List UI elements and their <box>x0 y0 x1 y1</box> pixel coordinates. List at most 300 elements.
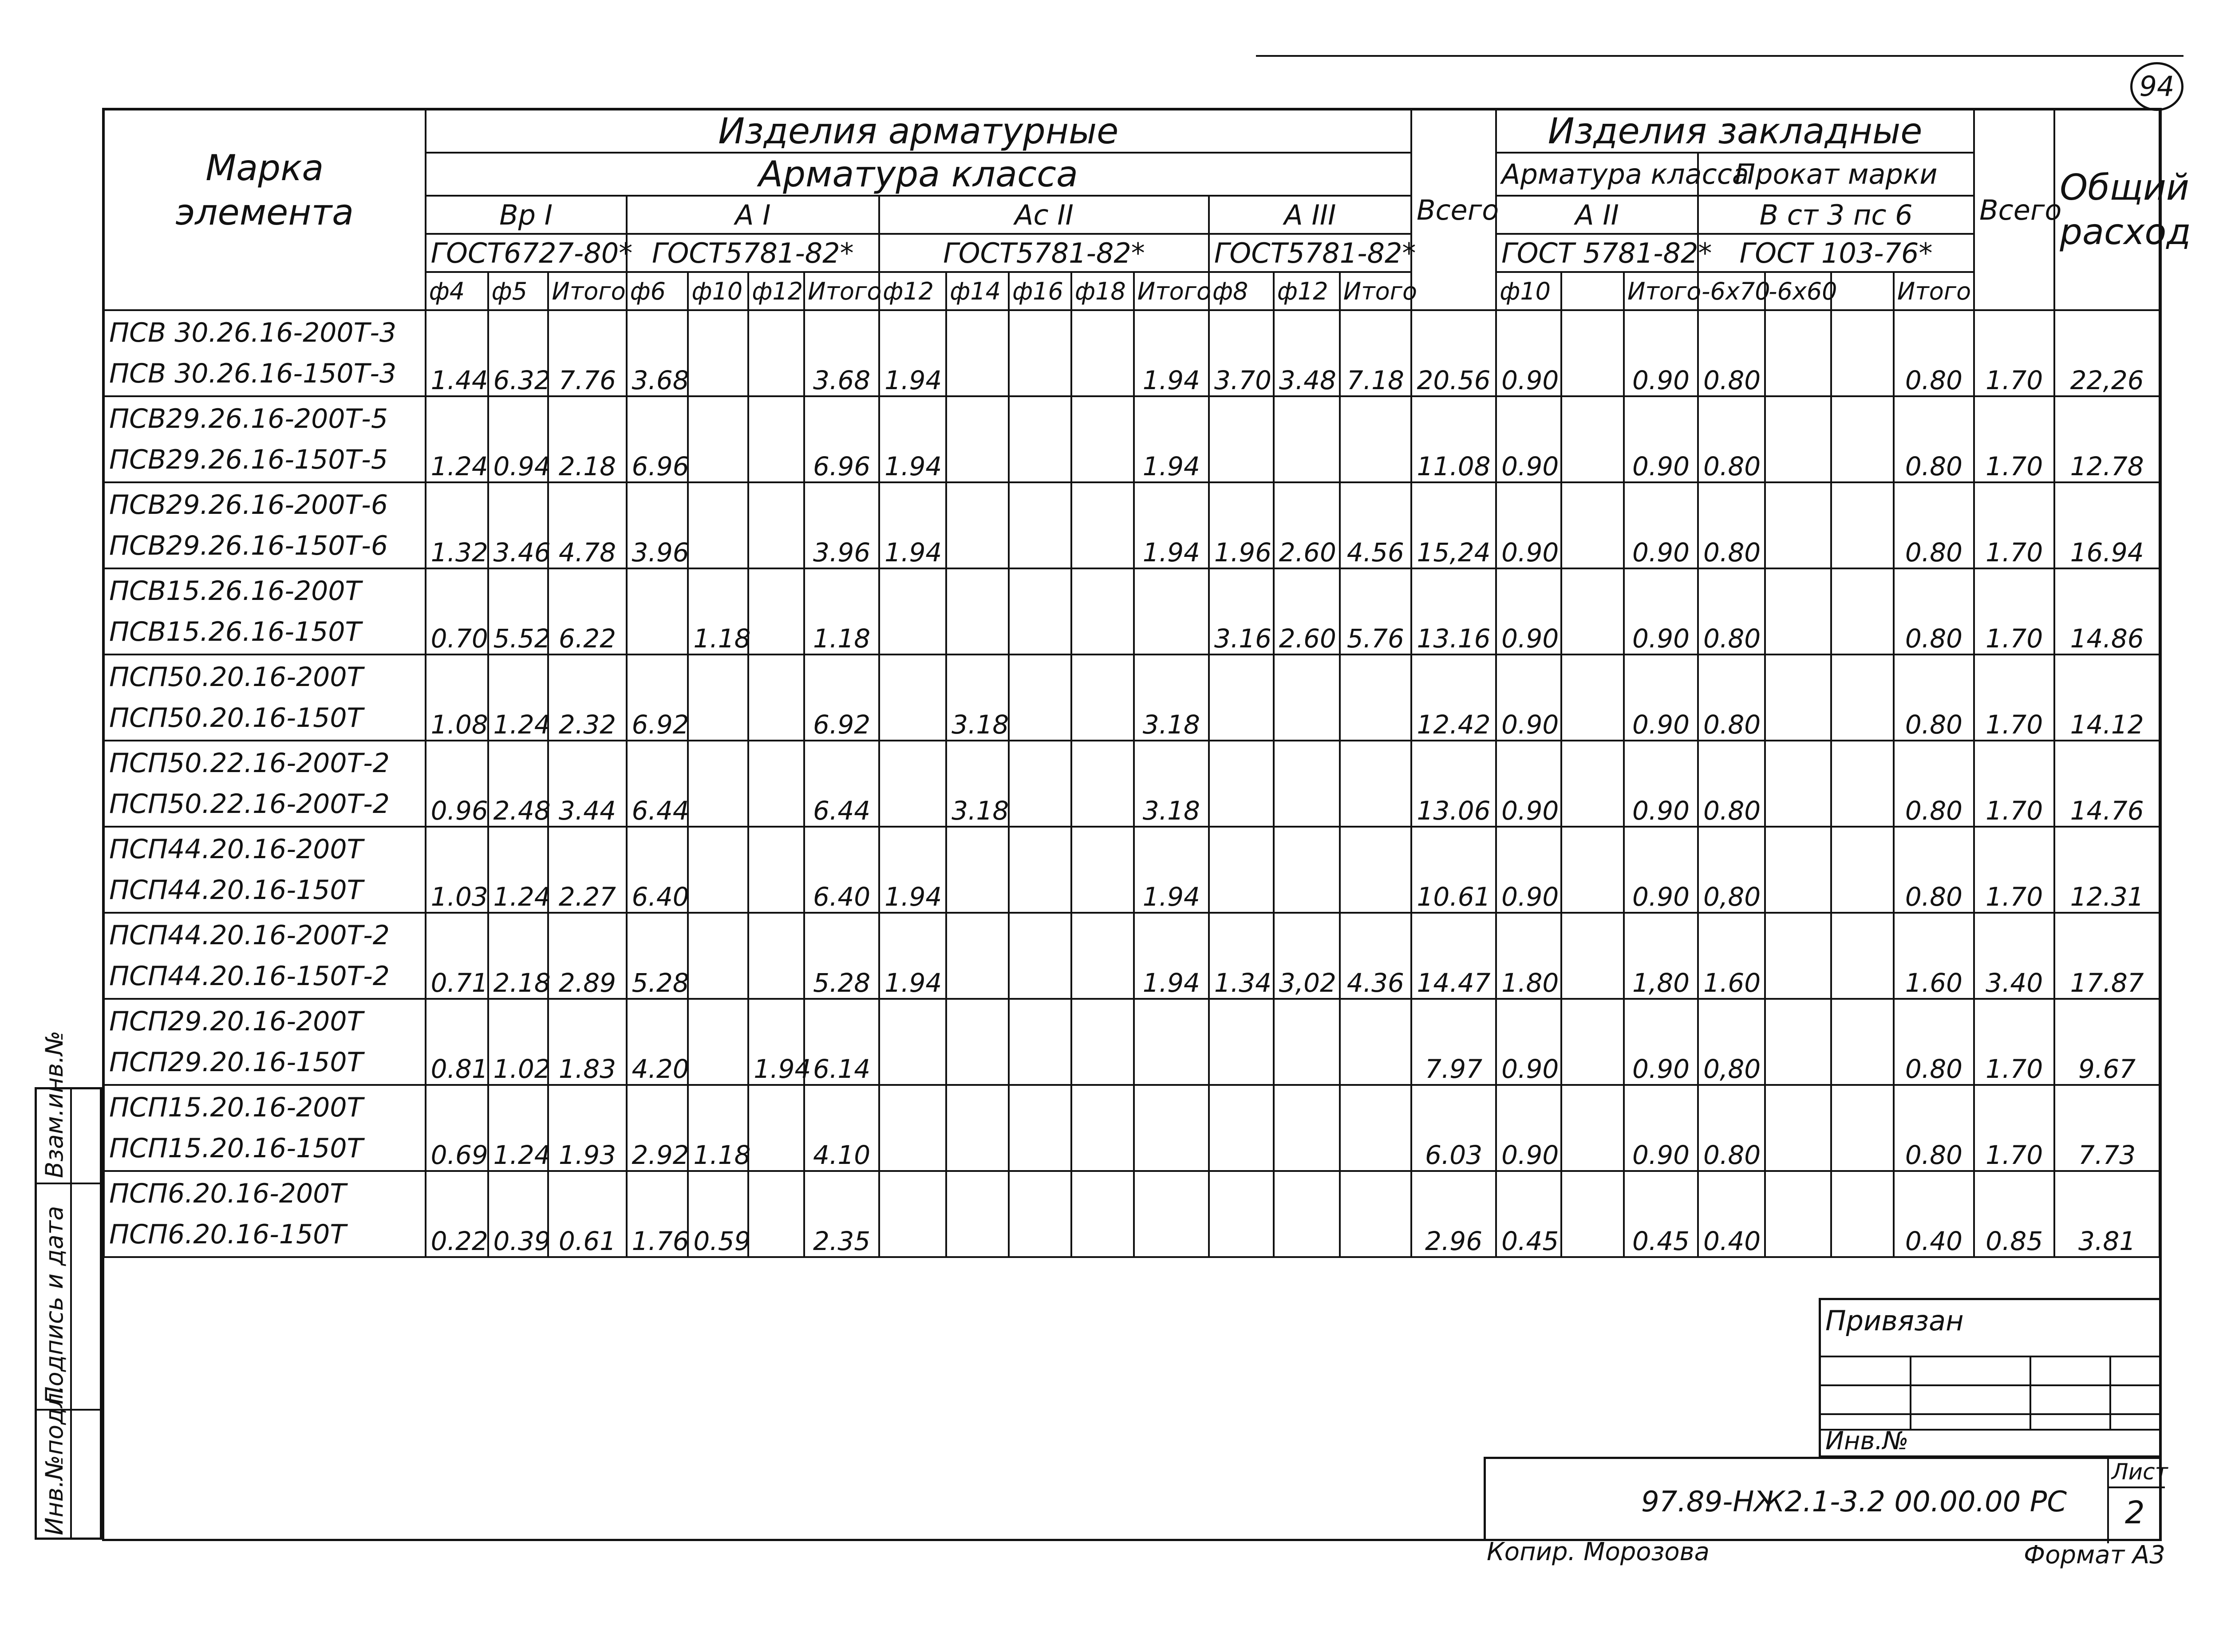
value-cell: 17.87 <box>2054 913 2160 999</box>
value-cell: 2.89 <box>548 913 626 999</box>
gost-a1: ГОСТ5781-82* <box>627 234 880 272</box>
diameter-header: -6х60 <box>1765 272 1831 310</box>
table-row <box>104 1085 2160 1171</box>
value-cell: 1.94 <box>1134 913 1209 999</box>
value-cell: 5.76 <box>1340 568 1411 654</box>
value-cell <box>1009 654 1071 741</box>
value-cell: 1.70 <box>1974 310 2054 396</box>
value-cell <box>1209 741 1274 827</box>
value-cell: 1.93 <box>548 1085 626 1171</box>
value-cell <box>1071 482 1134 568</box>
value-cell: 4.10 <box>804 1085 879 1171</box>
gost-vr1: ГОСТ6727-80* <box>426 234 627 272</box>
value-cell: 0.80 <box>1894 999 1974 1085</box>
value-cell: 3.96 <box>804 482 879 568</box>
embed-steel-grade: В ст 3 пс 6 <box>1698 196 1974 234</box>
element-mark: ПСП44.20.16-200Т-2 <box>109 920 390 951</box>
value-cell: 6.92 <box>804 654 879 741</box>
table-row <box>104 827 2160 913</box>
value-cell <box>946 1171 1009 1257</box>
value-cell <box>1071 827 1134 913</box>
value-cell <box>1831 482 1894 568</box>
value-cell: 0.80 <box>1894 396 1974 482</box>
value-cell <box>1009 396 1071 482</box>
value-cell: 0.90 <box>1624 568 1698 654</box>
sheet-label: Лист <box>2112 1459 2168 1485</box>
value-cell: 0.90 <box>1624 396 1698 482</box>
value-cell: 6.03 <box>1411 1085 1496 1171</box>
embed-gost-a2: ГОСТ 5781-82* <box>1496 234 1698 272</box>
value-cell <box>1071 568 1134 654</box>
value-cell <box>1134 1085 1209 1171</box>
value-cell: 1.94 <box>879 396 946 482</box>
value-cell: 6.40 <box>627 827 688 913</box>
value-cell: 4.56 <box>1340 482 1411 568</box>
document-code: 97.89-НЖ2.1-3.2 00.00.00 РС <box>1641 1486 2067 1518</box>
value-cell <box>1009 482 1071 568</box>
value-cell <box>1340 1085 1411 1171</box>
value-cell <box>1009 568 1071 654</box>
value-cell: 2.60 <box>1274 568 1340 654</box>
value-cell: 22,26 <box>2054 310 2160 396</box>
value-cell: 12.42 <box>1411 654 1496 741</box>
value-cell <box>1009 913 1071 999</box>
diameter-header <box>1831 272 1894 310</box>
value-cell: 1.94 <box>1134 482 1209 568</box>
element-mark: ПСВ 30.26.16-200Т-3 <box>109 317 397 348</box>
value-cell <box>1071 913 1134 999</box>
value-cell: 1.24 <box>426 396 488 482</box>
value-cell <box>1071 1085 1134 1171</box>
value-cell <box>748 741 804 827</box>
diameter-header: Итого <box>1340 272 1411 310</box>
table-row <box>104 1171 2160 1257</box>
diameter-header: Итого <box>1134 272 1209 310</box>
value-cell <box>1274 999 1340 1085</box>
value-cell: 2.35 <box>804 1171 879 1257</box>
value-cell: 1.94 <box>879 913 946 999</box>
value-cell: 0.39 <box>488 1171 549 1257</box>
value-cell: 0.80 <box>1894 310 1974 396</box>
value-cell: 2.18 <box>548 396 626 482</box>
value-cell: 1.08 <box>426 654 488 741</box>
stamp-line-1 <box>1821 1356 2159 1357</box>
value-cell: 0.80 <box>1698 310 1765 396</box>
table-row <box>104 999 2160 1085</box>
top-border-line <box>1256 55 2183 57</box>
value-cell: 5.28 <box>804 913 879 999</box>
value-cell <box>946 1085 1009 1171</box>
value-cell <box>748 482 804 568</box>
element-mark: ПСП50.22.16-200Т-2 <box>109 789 390 820</box>
element-mark: ПСП6.20.16-200Т <box>109 1178 346 1209</box>
value-cell <box>1274 654 1340 741</box>
value-cell: 1.94 <box>1134 396 1209 482</box>
value-cell: 0.69 <box>426 1085 488 1171</box>
element-mark-cell <box>104 827 426 913</box>
value-cell: 3.40 <box>1974 913 2054 999</box>
value-cell <box>1561 310 1624 396</box>
value-cell: 0.80 <box>1894 568 1974 654</box>
element-mark: ПСП50.20.16-150Т <box>109 702 363 733</box>
value-cell <box>1831 741 1894 827</box>
sidebar-line-1 <box>37 1183 100 1184</box>
diameter-header: ф12 <box>879 272 946 310</box>
element-mark: ПСП44.20.16-150Т <box>109 875 363 906</box>
table-row <box>104 482 2160 568</box>
value-cell: 2.96 <box>1411 1171 1496 1257</box>
linked-stamp <box>1819 1298 2161 1458</box>
value-cell <box>627 568 688 654</box>
value-cell: 0.90 <box>1496 654 1561 741</box>
value-cell <box>1071 396 1134 482</box>
linked-label: Привязан <box>1825 1305 1964 1337</box>
sidebar-replace-inv: Взам.инв.№ <box>40 1030 68 1178</box>
value-cell <box>1209 1171 1274 1257</box>
value-cell: 1.70 <box>1974 482 2054 568</box>
value-cell <box>1209 827 1274 913</box>
value-cell: 0.90 <box>1624 741 1698 827</box>
value-cell: 1.34 <box>1209 913 1274 999</box>
element-mark-cell <box>104 999 426 1085</box>
value-cell: 10.61 <box>1411 827 1496 913</box>
value-cell: 0.90 <box>1624 482 1698 568</box>
table-row <box>104 310 2160 396</box>
table-body <box>104 310 2160 1257</box>
value-cell <box>688 396 748 482</box>
diameter-header: ф18 <box>1071 272 1134 310</box>
value-cell: 1.94 <box>1134 827 1209 913</box>
value-cell: 0.90 <box>1496 741 1561 827</box>
value-cell: 0.90 <box>1624 827 1698 913</box>
value-cell <box>688 999 748 1085</box>
value-cell: 6.44 <box>627 741 688 827</box>
value-cell: 6.22 <box>548 568 626 654</box>
value-cell: 0.70 <box>426 568 488 654</box>
value-cell <box>748 568 804 654</box>
element-mark: ПСП44.20.16-200Т <box>109 834 363 865</box>
value-cell: 1.70 <box>1974 1085 2054 1171</box>
element-mark: ПСВ29.26.16-200Т-5 <box>109 403 388 434</box>
value-cell <box>1274 741 1340 827</box>
value-cell <box>1561 741 1624 827</box>
title-block-sheet-line <box>2107 1486 2165 1488</box>
value-cell: 0.80 <box>1698 741 1765 827</box>
value-cell <box>1009 310 1071 396</box>
element-mark-cell <box>104 482 426 568</box>
value-cell <box>1561 654 1624 741</box>
value-cell <box>688 654 748 741</box>
value-cell: 11.08 <box>1411 396 1496 482</box>
value-cell: 0.61 <box>548 1171 626 1257</box>
value-cell <box>1765 913 1831 999</box>
embed-rolled-header: Прокат марки <box>1698 153 1974 196</box>
total-overall-header: Общий расход <box>2054 110 2160 310</box>
value-cell: 4.36 <box>1340 913 1411 999</box>
value-cell <box>1831 827 1894 913</box>
value-cell: 2.18 <box>488 913 549 999</box>
value-cell <box>748 1171 804 1257</box>
value-cell <box>1134 1171 1209 1257</box>
value-cell <box>1209 654 1274 741</box>
stamp-vline-1 <box>1910 1356 1911 1429</box>
value-cell <box>1340 396 1411 482</box>
value-cell <box>748 827 804 913</box>
value-cell <box>1209 1085 1274 1171</box>
value-cell: 1.96 <box>1209 482 1274 568</box>
element-mark: ПСВ29.26.16-150Т-5 <box>109 444 388 475</box>
value-cell: 0.80 <box>1894 1085 1974 1171</box>
value-cell: 3.18 <box>946 654 1009 741</box>
value-cell: 0.90 <box>1496 568 1561 654</box>
value-cell: 6.32 <box>488 310 549 396</box>
embed-class-a2: А II <box>1496 196 1698 234</box>
value-cell: 0.80 <box>1698 654 1765 741</box>
value-cell: 1.18 <box>688 568 748 654</box>
class-a3: А III <box>1209 196 1411 234</box>
value-cell <box>688 741 748 827</box>
value-cell: 1.94 <box>1134 310 1209 396</box>
gost-ac2: ГОСТ5781-82* <box>879 234 1209 272</box>
group-reinforcement: Изделия арматурные <box>426 110 1411 153</box>
value-cell <box>879 1085 946 1171</box>
value-cell: 15,24 <box>1411 482 1496 568</box>
table-row <box>104 741 2160 827</box>
value-cell: 3.18 <box>1134 654 1209 741</box>
element-mark-cell <box>104 913 426 999</box>
value-cell: 0.80 <box>1894 827 1974 913</box>
value-cell: 0.80 <box>1894 741 1974 827</box>
value-cell <box>1340 741 1411 827</box>
element-mark-cell <box>104 568 426 654</box>
value-cell: 6.14 <box>804 999 879 1085</box>
value-cell <box>1831 310 1894 396</box>
value-cell: 0.80 <box>1894 654 1974 741</box>
value-cell <box>1561 913 1624 999</box>
value-cell <box>1009 1171 1071 1257</box>
value-cell <box>1561 999 1624 1085</box>
element-mark: ПСП29.20.16-150Т <box>109 1047 363 1078</box>
element-mark: ПСП29.20.16-200Т <box>109 1006 363 1037</box>
value-cell: 1.70 <box>1974 396 2054 482</box>
total-reinforcement-header: Всего <box>1411 110 1496 310</box>
value-cell <box>879 568 946 654</box>
diameter-header: ф12 <box>748 272 804 310</box>
value-cell: 3.18 <box>1134 741 1209 827</box>
value-cell <box>1561 827 1624 913</box>
value-cell <box>1831 1171 1894 1257</box>
value-cell <box>1009 827 1071 913</box>
value-cell <box>1831 654 1894 741</box>
value-cell: 5.28 <box>627 913 688 999</box>
value-cell: 13.16 <box>1411 568 1496 654</box>
page-number: 94 <box>2130 62 2183 111</box>
value-cell: 3.18 <box>946 741 1009 827</box>
value-cell: 2.32 <box>548 654 626 741</box>
value-cell <box>1009 1085 1071 1171</box>
value-cell <box>688 913 748 999</box>
element-mark: ПСП15.20.16-150Т <box>109 1133 363 1164</box>
value-cell: 1.60 <box>1698 913 1765 999</box>
value-cell <box>1765 741 1831 827</box>
specification-table <box>103 109 2191 1258</box>
table-row <box>104 396 2160 482</box>
paper-format: Формат А3 <box>2024 1541 2165 1569</box>
value-cell <box>1209 396 1274 482</box>
value-cell: 0.90 <box>1496 999 1561 1085</box>
value-cell <box>1831 568 1894 654</box>
inventory-sidebar <box>35 1030 102 1540</box>
diameter-header: ф4 <box>426 272 488 310</box>
value-cell: 2.60 <box>1274 482 1340 568</box>
value-cell <box>1274 1085 1340 1171</box>
value-cell: 3.68 <box>627 310 688 396</box>
value-cell: 0.90 <box>1496 1085 1561 1171</box>
value-cell: 2.92 <box>627 1085 688 1171</box>
value-cell <box>1561 1085 1624 1171</box>
value-cell: 0.90 <box>1624 654 1698 741</box>
value-cell <box>946 310 1009 396</box>
value-cell <box>1009 999 1071 1085</box>
group-embedded: Изделия закладные <box>1496 110 1974 153</box>
value-cell: 0.90 <box>1624 1085 1698 1171</box>
value-cell <box>1274 827 1340 913</box>
diameter-header: Итого <box>1894 272 1974 310</box>
embed-reinf-class-header: Арматура класса <box>1496 153 1698 196</box>
value-cell <box>879 999 946 1085</box>
element-mark: ПСП6.20.16-150Т <box>109 1219 346 1250</box>
value-cell <box>1765 654 1831 741</box>
element-mark: ПСП44.20.16-150Т-2 <box>109 961 390 992</box>
value-cell <box>1765 482 1831 568</box>
value-cell <box>748 310 804 396</box>
embed-gost-steel: ГОСТ 103-76* <box>1698 234 1974 272</box>
value-cell <box>1071 1171 1134 1257</box>
diameter-header: ф8 <box>1209 272 1274 310</box>
value-cell: 16.94 <box>2054 482 2160 568</box>
value-cell: 0.90 <box>1496 396 1561 482</box>
value-cell: 1.80 <box>1496 913 1561 999</box>
value-cell <box>1009 741 1071 827</box>
value-cell <box>1765 827 1831 913</box>
diameter-header: ф14 <box>946 272 1009 310</box>
value-cell: 6.92 <box>627 654 688 741</box>
element-mark: ПСВ29.26.16-200Т-6 <box>109 489 388 520</box>
value-cell: 3.81 <box>2054 1171 2160 1257</box>
value-cell: 0,80 <box>1698 999 1765 1085</box>
value-cell <box>1831 396 1894 482</box>
value-cell: 9.67 <box>2054 999 2160 1085</box>
element-mark-cell <box>104 396 426 482</box>
value-cell <box>1561 568 1624 654</box>
value-cell <box>879 1171 946 1257</box>
value-cell: 1.18 <box>804 568 879 654</box>
value-cell: 0.59 <box>688 1171 748 1257</box>
value-cell: 1.76 <box>627 1171 688 1257</box>
value-cell <box>946 913 1009 999</box>
value-cell: 1.44 <box>426 310 488 396</box>
value-cell: 5.52 <box>488 568 549 654</box>
value-cell: 14.86 <box>2054 568 2160 654</box>
value-cell: 0.22 <box>426 1171 488 1257</box>
value-cell: 0,80 <box>1698 827 1765 913</box>
value-cell: 0.45 <box>1624 1171 1698 1257</box>
value-cell <box>1831 1085 1894 1171</box>
value-cell: 1.24 <box>488 654 549 741</box>
value-cell: 1.32 <box>426 482 488 568</box>
table-row <box>104 568 2160 654</box>
value-cell: 4.20 <box>627 999 688 1085</box>
value-cell: 3.46 <box>488 482 549 568</box>
value-cell <box>946 396 1009 482</box>
value-cell <box>1071 999 1134 1085</box>
element-mark: ПСП50.20.16-200Т <box>109 662 363 693</box>
gost-a3: ГОСТ5781-82* <box>1209 234 1411 272</box>
value-cell: 1.94 <box>879 482 946 568</box>
value-cell <box>1134 999 1209 1085</box>
value-cell: 0.81 <box>426 999 488 1085</box>
value-cell <box>1561 1171 1624 1257</box>
stamp-vline-3 <box>2109 1356 2111 1429</box>
value-cell: 6.40 <box>804 827 879 913</box>
class-a1: А I <box>627 196 880 234</box>
title-block-divider <box>2107 1459 2109 1543</box>
col-mark-line1: Марка <box>205 147 324 189</box>
value-cell <box>1274 1171 1340 1257</box>
diameter-header: ф6 <box>627 272 688 310</box>
element-mark: ПСВ29.26.16-150Т-6 <box>109 530 388 561</box>
value-cell: 1.18 <box>688 1085 748 1171</box>
value-cell: 0.90 <box>1496 310 1561 396</box>
value-cell: 1.02 <box>488 999 549 1085</box>
diameter-header: Итого <box>1624 272 1698 310</box>
value-cell: 1.70 <box>1974 654 2054 741</box>
col-mark-line2: элемента <box>175 192 354 233</box>
table-row <box>104 913 2160 999</box>
value-cell <box>1765 1085 1831 1171</box>
value-cell: 14.76 <box>2054 741 2160 827</box>
value-cell: 0.40 <box>1894 1171 1974 1257</box>
diameter-header: ф5 <box>488 272 549 310</box>
class-ac2: Ас II <box>879 196 1209 234</box>
value-cell <box>1765 999 1831 1085</box>
stamp-line-2 <box>1821 1384 2159 1386</box>
value-cell <box>1209 999 1274 1085</box>
value-cell: 2.27 <box>548 827 626 913</box>
value-cell <box>1340 827 1411 913</box>
element-mark: ПСВ15.26.16-150Т <box>109 616 362 647</box>
value-cell: 3.16 <box>1209 568 1274 654</box>
value-cell: 1.94 <box>879 310 946 396</box>
title-block <box>1484 1457 2168 1541</box>
value-cell <box>688 482 748 568</box>
value-cell: 12.78 <box>2054 396 2160 482</box>
diameter-header: Итого <box>548 272 626 310</box>
value-cell <box>1134 568 1209 654</box>
value-cell <box>748 913 804 999</box>
element-mark: ПСП15.20.16-200Т <box>109 1092 363 1123</box>
value-cell: 6.96 <box>804 396 879 482</box>
value-cell: 3.48 <box>1274 310 1340 396</box>
sidebar-sign-date: Подпись и дата <box>40 1206 68 1404</box>
value-cell: 4.78 <box>548 482 626 568</box>
value-cell <box>1071 310 1134 396</box>
value-cell: 6.44 <box>804 741 879 827</box>
value-cell: 3,02 <box>1274 913 1340 999</box>
value-cell: 1.70 <box>1974 741 2054 827</box>
value-cell <box>1765 1171 1831 1257</box>
value-cell: 14.12 <box>2054 654 2160 741</box>
